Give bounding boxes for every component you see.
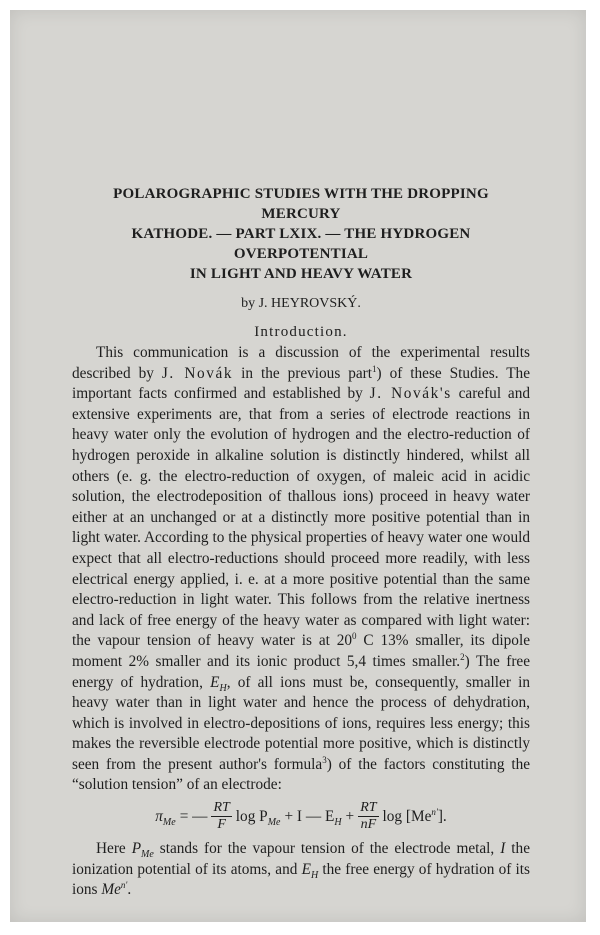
symbol-pme: $P_{Me}$ [131,840,154,861]
section-heading: Introduction. [254,324,348,340]
symbol-eh-2: $E_H$ [301,860,319,881]
author-name-ref-2: J. Novák's [369,385,452,403]
formula-plus: + [345,807,355,825]
page-sheet [10,10,586,922]
article-body [72,184,530,901]
author-name-ref: J. Novák [161,364,234,382]
footnote-ref-2: 2 [460,651,465,662]
footnote-ref-1: 1 [372,363,377,374]
symbol-me: $Me^{n'}$ [101,880,128,899]
formula-fraction-1: $\frac{RT}{F}$ [213,800,230,833]
formula-log-2: $\log [Me^{n'}]$. [382,806,447,825]
degree-mark: 0 [352,631,357,642]
symbol-eh: $E_H$ [210,673,227,694]
title-line-2: KATHODE. — PART LXIX. — THE HYDROGEN OVERPOTENTIAL [131,226,471,262]
title-line-3: IN LIGHT AND HEAVY WATER [189,266,413,282]
paragraph-symbols: Here $P_{Me}$ stands for the vapour tension of the electrode metal, I the ionization potential of its atoms, and $E_H$ the free energy of hydration of its ions $Me^{n'}$. [72,840,530,899]
symbol-i: I [500,840,506,858]
equation-solution-tension [72,800,530,833]
title-line-1: POLAROGRAPHIC STUDIES WITH THE DROPPING MERCURY [113,186,489,222]
formula-mid: + I — $E_H$ [284,807,342,828]
paragraph-intro: This communication is a discussion of the experimental results described by J. Novák in the previous part$^1$) of these Studies. The important facts confirmed and established by J. Novák's careful and extensive experiments are, that from a series of electrode reactions in heavy water only the evolution of hydrogen and the electro-reduction of hydrogen peroxide in alkaline solution is distinctly hindered, whilst all others (e. g. the electro-reduction of oxygen, of maleic acid in acidic solution, the electrodeposition of thallous ions) proceed in heavy water either at an unchanged or at a distinctly more positive potential than in light water. According to the physical properties of heavy water one would expect that all electro-reductions should proceed more readily, with less electrical energy applied, i. e. at a more positive potential than the same electro-reduction in light water. This follows from the relative inertness and lack of free energy of the heavy water as compared with light water: the vapour tension of heavy water is at $20^0$ C 13% smaller, its dipole moment 2% smaller and its ionic product 5,4 times smaller.$^2$) The free energy of hydration, $E_H$, of all ions must be, consequently, smaller in heavy water than in light water and hence the process of dehydration, which is involved in electro-depositions of ions, requires less energy; this makes the reversible electrode potential more positive, which is distinctly seen from the present author's formula$^3$) of the factors constituting the “solution tension” of an electrode: [72,344,531,794]
formula-lhs: $\pi_{Me}$ [155,807,176,828]
formula-log-1: $\log P_{Me}$ [235,807,281,828]
formula-fraction-2: $\frac{RT}{nF}$ [360,800,377,833]
article-title [72,184,530,284]
footnote-ref-3: 3 [322,754,327,765]
author-line: by J. HEYROVSKÝ. [241,296,361,311]
formula-eq: = — [179,807,208,825]
